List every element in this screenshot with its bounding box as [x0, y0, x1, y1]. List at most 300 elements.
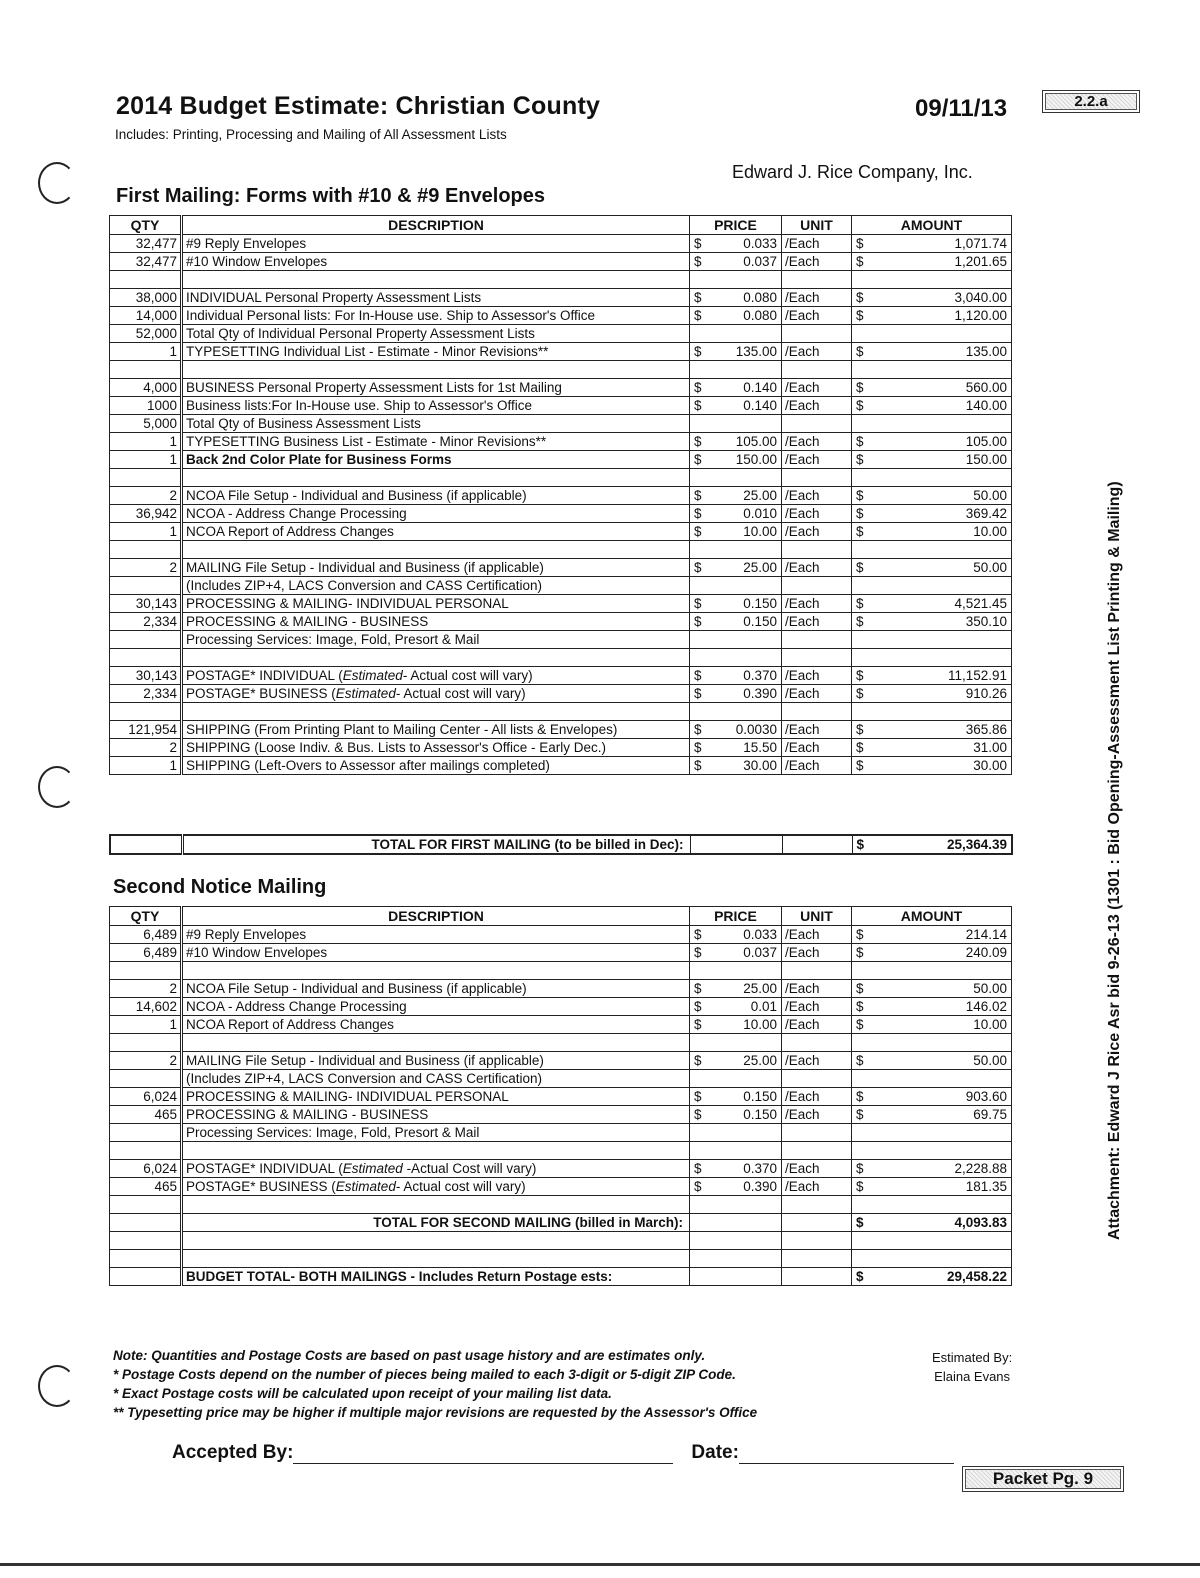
amount-value: 369.42: [965, 506, 1007, 521]
budget-total-row: [110, 1268, 1012, 1286]
table-row: [110, 1160, 1012, 1178]
amount-cell: [852, 703, 1012, 721]
description-cell: [182, 361, 690, 379]
table-row: [110, 361, 1012, 379]
qty-cell: 2,334: [110, 613, 182, 631]
punch-hole-icon: [38, 1365, 76, 1407]
amount-cell: [852, 235, 1012, 253]
qty-cell: 121,954: [110, 721, 182, 739]
currency-symbol: $: [856, 758, 864, 773]
currency-symbol: $: [856, 614, 864, 629]
unit-cell: /Each: [782, 289, 852, 307]
price-cell: [690, 998, 782, 1016]
table-row: [110, 685, 1012, 703]
amount-cell: [852, 980, 1012, 998]
amount-cell: [852, 487, 1012, 505]
description-cell: Processing Services: Image, Fold, Presort & Mail: [182, 1124, 690, 1142]
currency-symbol: $: [694, 945, 702, 960]
note-line: * Exact Postage costs will be calculated upon receipt of your mailing list data.: [113, 1386, 612, 1401]
packet-page-badge: Packet Pg. 9: [962, 1466, 1124, 1492]
amount-value: 146.02: [965, 999, 1007, 1014]
table-row: [110, 541, 1012, 559]
table-row: [110, 523, 1012, 541]
amount-value: 10.00: [973, 524, 1007, 539]
table-row: [110, 469, 1012, 487]
currency-symbol: $: [856, 722, 864, 737]
unit-cell: [782, 1034, 852, 1052]
qty-cell: 2,334: [110, 685, 182, 703]
qty-cell: [110, 631, 182, 649]
unit-cell: /Each: [782, 235, 852, 253]
qty-cell: [110, 962, 182, 980]
qty-cell: [110, 1196, 182, 1214]
currency-symbol: $: [856, 999, 864, 1014]
amount-cell: [852, 469, 1012, 487]
description-cell: [182, 1196, 690, 1214]
description-cell: NCOA - Address Change Processing: [182, 998, 690, 1016]
table-row: [110, 1088, 1012, 1106]
note-line: * Postage Costs depend on the number of pieces being mailed to each 3-digit or 5-digit ZIP Code.: [113, 1367, 736, 1382]
price-value: 0.080: [743, 308, 777, 323]
amount-cell: [852, 451, 1012, 469]
amount-value: 50.00: [973, 560, 1007, 575]
amount-value: 105.00: [965, 434, 1007, 449]
amount-cell: [852, 325, 1012, 343]
price-value: 0.010: [743, 506, 777, 521]
currency-symbol: $: [856, 981, 864, 996]
qty-cell: 1: [110, 451, 182, 469]
currency-symbol: $: [856, 506, 864, 521]
price-value: 10.00: [743, 524, 777, 539]
total-unit-cell: [782, 1214, 852, 1232]
qty-header: QTY: [110, 216, 182, 235]
description-cell: POSTAGE* INDIVIDUAL (Estimated- Actual cost will vary): [182, 667, 690, 685]
qty-cell: [110, 1034, 182, 1052]
price-cell: [690, 577, 782, 595]
table-row: [110, 1142, 1012, 1160]
amount-value: 2,228.88: [954, 1161, 1007, 1176]
amount-value: 214.14: [965, 927, 1007, 942]
unit-cell: /Each: [782, 523, 852, 541]
price-header: PRICE: [690, 907, 782, 926]
currency-symbol: $: [856, 524, 864, 539]
qty-cell: 6,024: [110, 1160, 182, 1178]
document-date: 09/11/13: [915, 95, 1008, 122]
table-row: [110, 980, 1012, 998]
unit-cell: /Each: [782, 998, 852, 1016]
amount-cell: [852, 998, 1012, 1016]
amount-value: 10.00: [973, 1017, 1007, 1032]
unit-cell: /Each: [782, 739, 852, 757]
price-value: 25.00: [743, 488, 777, 503]
amount-cell: [852, 289, 1012, 307]
table-row: [110, 998, 1012, 1016]
qty-cell: 30,143: [110, 667, 182, 685]
currency-symbol: $: [694, 1053, 702, 1068]
description-cell: SHIPPING (Left-Overs to Assessor after mailings completed): [182, 757, 690, 775]
table-row: [110, 307, 1012, 325]
currency-symbol: $: [856, 1269, 864, 1284]
unit-cell: /Each: [782, 487, 852, 505]
description-cell: #9 Reply Envelopes: [182, 235, 690, 253]
description-cell: MAILING File Setup - Individual and Business (if applicable): [182, 559, 690, 577]
unit-cell: /Each: [782, 1178, 852, 1196]
amount-value: 69.75: [973, 1107, 1007, 1122]
amount-cell: [852, 757, 1012, 775]
amount-cell: [852, 962, 1012, 980]
description-cell: POSTAGE* BUSINESS (Estimated- Actual cost will vary): [182, 1178, 690, 1196]
currency-symbol: $: [856, 596, 864, 611]
page-title: 2014 Budget Estimate: Christian County: [116, 92, 601, 120]
amount-value: 3,040.00: [954, 290, 1007, 305]
price-cell: [690, 289, 782, 307]
price-cell: [690, 1070, 782, 1088]
table-row: [110, 433, 1012, 451]
price-cell: [690, 1124, 782, 1142]
table-row: [110, 595, 1012, 613]
amount-cell: [852, 415, 1012, 433]
table-row: [110, 757, 1012, 775]
price-cell: [690, 253, 782, 271]
table-row: [110, 962, 1012, 980]
table-row: [110, 1124, 1012, 1142]
currency-symbol: $: [856, 254, 864, 269]
budget-total-amount: [852, 1268, 1012, 1286]
price-cell: [690, 379, 782, 397]
currency-symbol: $: [694, 434, 702, 449]
amount-cell: [852, 1088, 1012, 1106]
qty-cell: [110, 469, 182, 487]
currency-symbol: $: [694, 488, 702, 503]
price-cell: [690, 1232, 782, 1250]
second-mailing-total-row: [110, 1214, 1012, 1232]
amount-cell: [852, 944, 1012, 962]
table-row: [110, 1232, 1012, 1250]
budget-unit-cell: [782, 1268, 852, 1286]
description-cell: POSTAGE* INDIVIDUAL (Estimated -Actual Cost will vary): [182, 1160, 690, 1178]
price-cell: [690, 1052, 782, 1070]
price-cell: [690, 235, 782, 253]
currency-symbol: $: [856, 236, 864, 251]
price-value: 135.00: [735, 344, 777, 359]
price-value: 0.140: [743, 380, 777, 395]
amount-cell: [852, 739, 1012, 757]
table-row: [110, 703, 1012, 721]
price-value: 0.140: [743, 398, 777, 413]
currency-symbol: $: [856, 1215, 864, 1230]
price-value: 25.00: [743, 1053, 777, 1068]
price-value: 0.150: [743, 596, 777, 611]
total-qty-cell: [110, 1214, 182, 1232]
price-cell: [690, 307, 782, 325]
price-value: 0.390: [743, 1179, 777, 1194]
price-cell: [690, 469, 782, 487]
first-mailing-total-table: [109, 834, 1013, 855]
total-price-cell: [690, 1214, 782, 1232]
currency-symbol: $: [856, 686, 864, 701]
unit-cell: /Each: [782, 685, 852, 703]
amount-value: 50.00: [973, 1053, 1007, 1068]
unit-cell: /Each: [782, 1106, 852, 1124]
estimator-name: Elaina Evans: [934, 1369, 1011, 1384]
desc-cell: [182, 1232, 690, 1250]
currency-symbol: $: [694, 758, 702, 773]
description-cell: #10 Window Envelopes: [182, 253, 690, 271]
total-value: 25,364.39: [946, 837, 1007, 852]
qty-cell: [110, 271, 182, 289]
accepted-by-line[interactable]: [293, 1443, 673, 1464]
price-cell: [690, 271, 782, 289]
table-header-row: [110, 216, 1012, 235]
qty-cell: 1: [110, 343, 182, 361]
price-cell: [690, 703, 782, 721]
budget-price-cell: [690, 1268, 782, 1286]
total-unit-cell: [782, 835, 852, 854]
estimated-by-label: Estimated By:: [932, 1350, 1013, 1365]
price-cell: [690, 739, 782, 757]
unit-cell: /Each: [782, 613, 852, 631]
amount-cell: [852, 613, 1012, 631]
table-row: [110, 343, 1012, 361]
description-cell: NCOA - Address Change Processing: [182, 505, 690, 523]
price-cell: [690, 685, 782, 703]
punch-hole-icon: [38, 766, 76, 808]
estimated-by: [932, 1348, 1012, 1386]
table-row: [110, 415, 1012, 433]
amount-cell: [852, 1250, 1012, 1268]
punch-hole-icon: [38, 162, 76, 204]
table-row: [110, 397, 1012, 415]
currency-symbol: $: [694, 927, 702, 942]
unit-cell: [782, 361, 852, 379]
currency-symbol: $: [694, 308, 702, 323]
price-cell: [690, 980, 782, 998]
currency-symbol: $: [694, 668, 702, 683]
qty-cell: 14,602: [110, 998, 182, 1016]
description-cell: [182, 469, 690, 487]
amount-cell: [852, 1142, 1012, 1160]
note-line: ** Typesetting price may be higher if multiple major revisions are requested by the Assessor's Office: [113, 1405, 758, 1420]
amount-cell: [852, 685, 1012, 703]
table-row: [110, 1034, 1012, 1052]
signature-area: [172, 1442, 954, 1464]
amount-cell: [852, 433, 1012, 451]
unit-header: UNIT: [782, 216, 852, 235]
qty-cell: 465: [110, 1178, 182, 1196]
total-value: 4,093.83: [954, 1215, 1007, 1230]
unit-cell: /Each: [782, 926, 852, 944]
unit-cell: [782, 541, 852, 559]
description-cell: [182, 1034, 690, 1052]
amount-cell: [852, 253, 1012, 271]
currency-symbol: $: [694, 1161, 702, 1176]
currency-symbol: $: [856, 1053, 864, 1068]
amount-cell: [852, 1070, 1012, 1088]
description-header: DESCRIPTION: [182, 216, 690, 235]
amount-header: AMOUNT: [852, 216, 1012, 235]
unit-cell: [782, 1142, 852, 1160]
amount-value: 1,071.74: [954, 236, 1007, 251]
amount-cell: [852, 631, 1012, 649]
page-subtitle: Includes: Printing, Processing and Mailing of All Assessment Lists: [115, 127, 507, 142]
amount-cell: [852, 505, 1012, 523]
amount-value: 350.10: [965, 614, 1007, 629]
bottom-rule: [0, 1563, 1200, 1566]
description-cell: #9 Reply Envelopes: [182, 926, 690, 944]
amount-cell: [852, 1034, 1012, 1052]
unit-cell: /Each: [782, 397, 852, 415]
unit-cell: [782, 1070, 852, 1088]
qty-header: QTY: [110, 907, 182, 926]
price-cell: [690, 757, 782, 775]
price-cell: [690, 944, 782, 962]
currency-symbol: $: [856, 837, 865, 852]
price-cell: [690, 325, 782, 343]
table-row: [110, 1070, 1012, 1088]
description-cell: MAILING File Setup - Individual and Business (if applicable): [182, 1052, 690, 1070]
currency-symbol: $: [694, 254, 702, 269]
amount-cell: [852, 307, 1012, 325]
date-line[interactable]: [739, 1443, 954, 1464]
price-header: PRICE: [690, 216, 782, 235]
amount-value: 140.00: [965, 398, 1007, 413]
qty-cell: 1000: [110, 397, 182, 415]
date-label: Date:: [691, 1442, 739, 1463]
description-cell: TYPESETTING Business List - Estimate - Minor Revisions**: [182, 433, 690, 451]
amount-cell: [852, 926, 1012, 944]
qty-cell: [110, 1142, 182, 1160]
unit-cell: /Each: [782, 944, 852, 962]
amount-value: 50.00: [973, 981, 1007, 996]
unit-cell: /Each: [782, 253, 852, 271]
price-value: 10.00: [743, 1017, 777, 1032]
unit-cell: [782, 703, 852, 721]
unit-cell: /Each: [782, 451, 852, 469]
company-name: Edward J. Rice Company, Inc.: [732, 162, 973, 182]
table-row: [110, 253, 1012, 271]
amount-cell: [852, 1196, 1012, 1214]
table-row: [110, 721, 1012, 739]
currency-symbol: $: [856, 434, 864, 449]
amount-value: 150.00: [965, 452, 1007, 467]
qty-cell: [110, 541, 182, 559]
qty-cell: 2: [110, 487, 182, 505]
second-mailing-table: [109, 906, 1012, 1286]
currency-symbol: $: [856, 488, 864, 503]
currency-symbol: $: [694, 290, 702, 305]
amount-value: 30.00: [973, 758, 1007, 773]
table-row: [110, 451, 1012, 469]
unit-cell: /Each: [782, 379, 852, 397]
price-value: 0.390: [743, 686, 777, 701]
second-mailing-total-label: TOTAL FOR SECOND MAILING (billed in March):: [182, 1214, 690, 1232]
price-cell: [690, 1250, 782, 1268]
unit-cell: /Each: [782, 343, 852, 361]
currency-symbol: $: [694, 1107, 702, 1122]
amount-value: 135.00: [965, 344, 1007, 359]
table-row: [110, 944, 1012, 962]
amount-value: 910.26: [965, 686, 1007, 701]
price-cell: [690, 415, 782, 433]
unit-cell: [782, 649, 852, 667]
description-cell: NCOA File Setup - Individual and Business (if applicable): [182, 980, 690, 998]
currency-symbol: $: [856, 452, 864, 467]
price-value: 0.080: [743, 290, 777, 305]
price-cell: [690, 631, 782, 649]
unit-cell: /Each: [782, 667, 852, 685]
price-cell: [690, 451, 782, 469]
currency-symbol: $: [694, 380, 702, 395]
price-cell: [690, 1178, 782, 1196]
amount-value: 31.00: [973, 740, 1007, 755]
currency-symbol: $: [694, 236, 702, 251]
unit-cell: [782, 577, 852, 595]
table-row: [110, 505, 1012, 523]
price-cell: [690, 487, 782, 505]
note-line: Note: Quantities and Postage Costs are based on past usage history and are estimates only.: [113, 1348, 706, 1363]
amount-cell: [852, 541, 1012, 559]
qty-cell: 2: [110, 739, 182, 757]
budget-total-label: BUDGET TOTAL- BOTH MAILINGS - Includes Return Postage ests:: [182, 1268, 690, 1286]
unit-cell: /Each: [782, 980, 852, 998]
amount-cell: [852, 595, 1012, 613]
table-row: [110, 1016, 1012, 1034]
description-cell: BUSINESS Personal Property Assessment Lists for 1st Mailing: [182, 379, 690, 397]
qty-cell: 52,000: [110, 325, 182, 343]
qty-cell: 14,000: [110, 307, 182, 325]
table-row: [110, 631, 1012, 649]
description-cell: [182, 703, 690, 721]
description-cell: Back 2nd Color Plate for Business Forms: [182, 451, 690, 469]
qty-cell: 32,477: [110, 253, 182, 271]
price-value: 0.150: [743, 1107, 777, 1122]
description-cell: (Includes ZIP+4, LACS Conversion and CASS Certification): [182, 577, 690, 595]
description-cell: TYPESETTING Individual List - Estimate - Minor Revisions**: [182, 343, 690, 361]
unit-cell: /Each: [782, 757, 852, 775]
qty-cell: 1: [110, 757, 182, 775]
amount-value: 903.60: [965, 1089, 1007, 1104]
price-cell: [690, 397, 782, 415]
table-row: [110, 289, 1012, 307]
currency-symbol: $: [694, 1179, 702, 1194]
price-cell: [690, 649, 782, 667]
currency-symbol: $: [694, 740, 702, 755]
description-cell: PROCESSING & MAILING - BUSINESS: [182, 613, 690, 631]
table-row: [110, 1052, 1012, 1070]
second-mailing-title: Second Notice Mailing: [113, 876, 327, 898]
unit-cell: /Each: [782, 1052, 852, 1070]
price-cell: [690, 361, 782, 379]
amount-cell: [852, 577, 1012, 595]
table-row: [110, 739, 1012, 757]
amount-value: 50.00: [973, 488, 1007, 503]
price-cell: [690, 541, 782, 559]
currency-symbol: $: [856, 398, 864, 413]
price-cell: [690, 343, 782, 361]
description-cell: INDIVIDUAL Personal Property Assessment Lists: [182, 289, 690, 307]
currency-symbol: $: [694, 614, 702, 629]
price-value: 0.037: [743, 945, 777, 960]
currency-symbol: $: [694, 999, 702, 1014]
table-row: [110, 235, 1012, 253]
description-cell: NCOA Report of Address Changes: [182, 1016, 690, 1034]
unit-cell: /Each: [782, 1088, 852, 1106]
table-row: [110, 379, 1012, 397]
currency-symbol: $: [694, 981, 702, 996]
amount-cell: [852, 271, 1012, 289]
currency-symbol: $: [694, 506, 702, 521]
amount-cell: [852, 343, 1012, 361]
